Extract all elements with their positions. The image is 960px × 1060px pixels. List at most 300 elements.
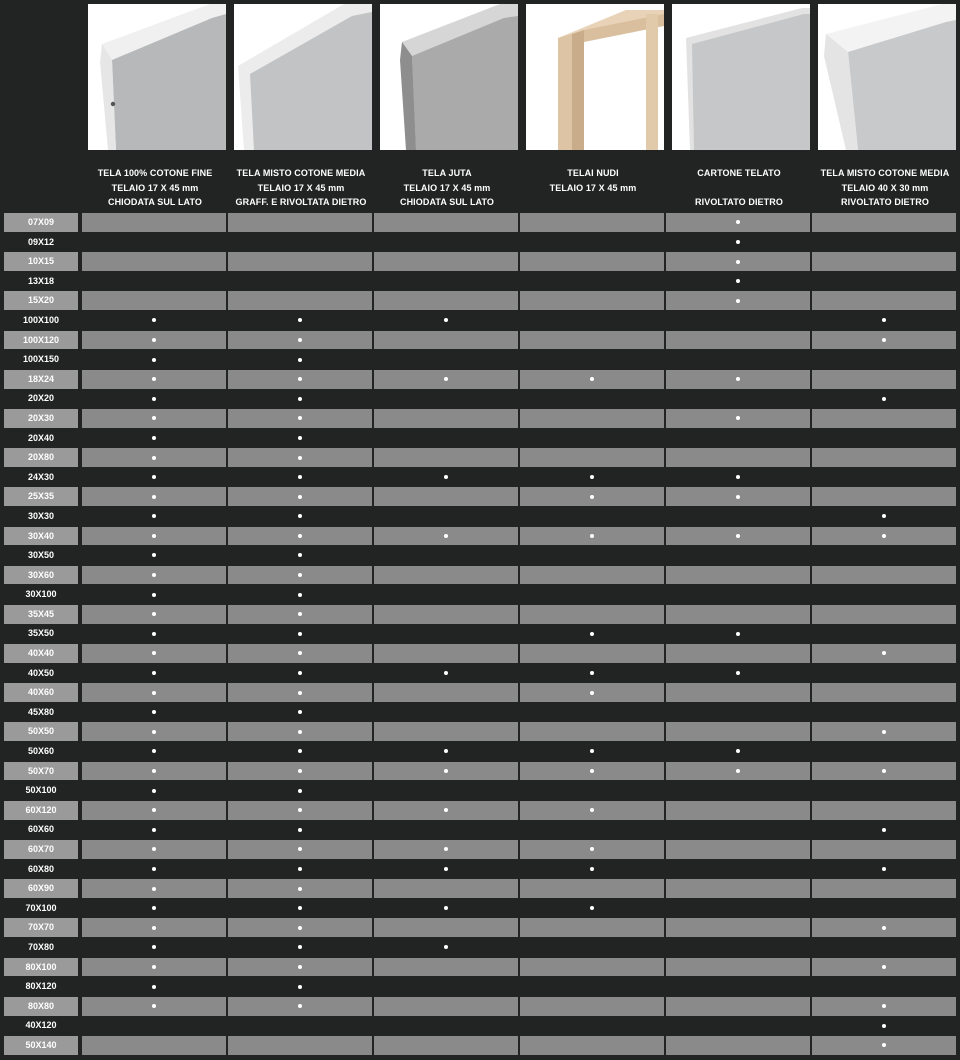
availability-cell [666, 879, 810, 898]
size-label: 13X18 [27, 275, 55, 286]
availability-cell [666, 585, 810, 604]
availability-cell [82, 350, 226, 369]
available-dot-icon [152, 671, 156, 675]
jute-canvas-corner-icon [380, 4, 518, 150]
available-dot-icon [444, 318, 448, 322]
availability-cell [82, 860, 226, 879]
availability-cell [812, 507, 956, 526]
available-dot-icon [882, 769, 886, 773]
availability-cell [82, 566, 226, 585]
availability-cell [666, 370, 810, 389]
availability-cell [374, 272, 518, 291]
available-dot-icon [298, 632, 302, 636]
availability-cell [228, 624, 372, 643]
size-label: 50X60 [27, 746, 55, 757]
column-heading-jute: TELA JUTA TELAIO 17 X 45 mm CHIODATA SUL LATO [399, 168, 495, 207]
availability-cell [228, 527, 372, 546]
available-dot-icon [152, 808, 156, 812]
available-dot-icon [590, 691, 594, 695]
availability-cell [666, 918, 810, 937]
white-canvas-corner-icon [88, 4, 226, 150]
available-dot-icon [590, 847, 594, 851]
table-row [0, 899, 960, 919]
availability-cell [374, 448, 518, 467]
size-label: 30X40 [4, 527, 78, 546]
availability-cell [374, 840, 518, 859]
availability-cell [666, 722, 810, 741]
availability-cell [374, 233, 518, 252]
availability-cell [812, 683, 956, 702]
available-dot-icon [152, 397, 156, 401]
availability-cell [666, 997, 810, 1016]
availability-cell [812, 938, 956, 957]
available-dot-icon [298, 456, 302, 460]
available-dot-icon [736, 279, 740, 283]
available-dot-icon [152, 534, 156, 538]
availability-cell [82, 1036, 226, 1055]
availability-cell [520, 566, 664, 585]
available-dot-icon [298, 808, 302, 812]
availability-cell [374, 762, 518, 781]
table-row [0, 448, 960, 468]
size-label: 30X30 [27, 510, 55, 521]
size-label: 10X15 [4, 252, 78, 271]
availability-cell [520, 958, 664, 977]
availability-cell [812, 1016, 956, 1035]
availability-cell [520, 291, 664, 310]
availability-cell [228, 1016, 372, 1035]
availability-cell [520, 1016, 664, 1035]
availability-cell [228, 331, 372, 350]
availability-cell [228, 233, 372, 252]
table-row [0, 487, 960, 507]
available-dot-icon [736, 260, 740, 264]
available-dot-icon [882, 318, 886, 322]
availability-cell [520, 840, 664, 859]
available-dot-icon [152, 416, 156, 420]
availability-cell [812, 1036, 956, 1055]
availability-cell [520, 331, 664, 350]
availability-cell [520, 468, 664, 487]
size-label: 09X12 [27, 236, 55, 247]
availability-cell [374, 918, 518, 937]
table-row [0, 546, 960, 566]
availability-cell [666, 644, 810, 663]
availability-cell [82, 840, 226, 859]
table-row [0, 781, 960, 801]
column-heading-fine-cotton: TELA 100% COTONE FINE TELAIO 17 X 45 mm CHIODATA SUL LATO [97, 168, 213, 207]
availability-cell [666, 781, 810, 800]
availability-cell [374, 664, 518, 683]
column-heading-deep-cotton-blend: TELA MISTO COTONE MEDIA TELAIO 40 X 30 mm RIVOLTATO DIETRO [820, 168, 950, 207]
available-dot-icon [590, 632, 594, 636]
available-dot-icon [882, 1004, 886, 1008]
availability-cell [812, 213, 956, 232]
availability-cell [520, 977, 664, 996]
availability-cell [374, 938, 518, 957]
size-label: 20X40 [27, 432, 55, 443]
table-row [0, 585, 960, 605]
availability-cell [666, 331, 810, 350]
availability-cell [520, 546, 664, 565]
size-label: 50X100 [25, 785, 57, 796]
availability-cell [82, 311, 226, 330]
availability-cell [374, 291, 518, 310]
availability-cell [374, 409, 518, 428]
available-dot-icon [298, 377, 302, 381]
size-label: 60X90 [4, 879, 78, 898]
availability-cell [228, 683, 372, 702]
availability-cell [520, 742, 664, 761]
availability-cell [812, 977, 956, 996]
availability-cell [82, 899, 226, 918]
available-dot-icon [152, 867, 156, 871]
availability-cell [228, 566, 372, 585]
available-dot-icon [298, 651, 302, 655]
availability-cell [228, 350, 372, 369]
size-label: 60X70 [4, 840, 78, 859]
table-row [0, 1036, 960, 1056]
availability-cell [374, 389, 518, 408]
available-dot-icon [298, 730, 302, 734]
availability-cell [82, 370, 226, 389]
available-dot-icon [736, 220, 740, 224]
available-dot-icon [444, 769, 448, 773]
availability-cell [812, 468, 956, 487]
table-header [0, 0, 960, 212]
availability-cell [82, 585, 226, 604]
availability-cell [374, 644, 518, 663]
availability-cell [374, 997, 518, 1016]
availability-cell [82, 958, 226, 977]
availability-cell [520, 781, 664, 800]
available-dot-icon [152, 926, 156, 930]
availability-cell [666, 272, 810, 291]
availability-cell [666, 448, 810, 467]
availability-cell [666, 664, 810, 683]
available-dot-icon [736, 495, 740, 499]
available-dot-icon [298, 495, 302, 499]
availability-cell [520, 311, 664, 330]
size-label: 50X70 [4, 762, 78, 781]
available-dot-icon [152, 514, 156, 518]
available-dot-icon [590, 867, 594, 871]
availability-cell [812, 585, 956, 604]
size-label: 60X60 [27, 824, 55, 835]
available-dot-icon [590, 749, 594, 753]
availability-cell [82, 507, 226, 526]
availability-cell [520, 585, 664, 604]
availability-cell [374, 585, 518, 604]
size-label: 40X120 [25, 1020, 57, 1031]
availability-cell [812, 429, 956, 448]
availability-cell [520, 762, 664, 781]
availability-cell [812, 997, 956, 1016]
availability-cell [520, 683, 664, 702]
availability-cell [812, 801, 956, 820]
availability-cell [374, 507, 518, 526]
availability-cell [520, 350, 664, 369]
available-dot-icon [590, 769, 594, 773]
size-label: 80X100 [4, 958, 78, 977]
available-dot-icon [152, 553, 156, 557]
size-label: 70X70 [4, 918, 78, 937]
canvas-board-corner-icon [672, 4, 810, 150]
size-label: 60X120 [4, 801, 78, 820]
available-dot-icon [152, 965, 156, 969]
available-dot-icon [152, 887, 156, 891]
table-row [0, 644, 960, 664]
available-dot-icon [152, 730, 156, 734]
available-dot-icon [736, 240, 740, 244]
availability-cell [228, 938, 372, 957]
availability-cell [82, 546, 226, 565]
available-dot-icon [152, 593, 156, 597]
availability-cell [374, 1036, 518, 1055]
availability-cell [82, 820, 226, 839]
availability-cell [812, 644, 956, 663]
available-dot-icon [298, 358, 302, 362]
availability-cell [666, 527, 810, 546]
table-row [0, 860, 960, 880]
availability-cell [520, 213, 664, 232]
availability-cell [812, 527, 956, 546]
size-label: 100X150 [22, 354, 60, 365]
size-label: 80X120 [25, 981, 57, 992]
availability-cell [82, 389, 226, 408]
availability-cell [228, 448, 372, 467]
available-dot-icon [298, 847, 302, 851]
availability-cell [228, 958, 372, 977]
availability-cell [228, 879, 372, 898]
availability-cell [666, 507, 810, 526]
available-dot-icon [298, 612, 302, 616]
availability-cell [374, 958, 518, 977]
availability-cell [374, 468, 518, 487]
availability-cell [374, 801, 518, 820]
column-heading-canvas-board: CARTONE TELATO RIVOLTATO DIETRO [695, 168, 783, 207]
availability-cell [228, 860, 372, 879]
availability-cell [666, 566, 810, 585]
availability-cell [520, 409, 664, 428]
available-dot-icon [298, 691, 302, 695]
availability-cell [666, 233, 810, 252]
availability-cell [666, 624, 810, 643]
availability-cell [82, 703, 226, 722]
available-dot-icon [152, 1004, 156, 1008]
availability-cell [374, 546, 518, 565]
available-dot-icon [882, 1043, 886, 1047]
column-heading-cotton-blend: TELA MISTO COTONE MEDIA TELAIO 17 X 45 mm GRAFF. E RIVOLTATA DIETRO [235, 168, 367, 207]
available-dot-icon [152, 632, 156, 636]
available-dot-icon [444, 808, 448, 812]
size-label: 30X100 [25, 589, 57, 600]
available-dot-icon [298, 945, 302, 949]
availability-cell [82, 683, 226, 702]
available-dot-icon [298, 553, 302, 557]
availability-cell [228, 213, 372, 232]
availability-cell [228, 977, 372, 996]
size-label: 50X140 [4, 1036, 78, 1055]
available-dot-icon [152, 612, 156, 616]
available-dot-icon [736, 769, 740, 773]
available-dot-icon [882, 651, 886, 655]
availability-cell [228, 468, 372, 487]
availability-cell [520, 879, 664, 898]
table-row [0, 291, 960, 311]
available-dot-icon [736, 534, 740, 538]
availability-cell [374, 879, 518, 898]
size-label: 30X60 [4, 566, 78, 585]
table-row [0, 683, 960, 703]
table-row [0, 272, 960, 292]
available-dot-icon [882, 534, 886, 538]
size-label: 70X80 [27, 941, 55, 952]
availability-cell [812, 742, 956, 761]
available-dot-icon [444, 534, 448, 538]
available-dot-icon [736, 671, 740, 675]
availability-cell [812, 918, 956, 937]
size-label: 100X100 [22, 314, 60, 325]
table-row [0, 566, 960, 586]
available-dot-icon [298, 475, 302, 479]
size-label: 18X24 [4, 370, 78, 389]
availability-cell [520, 899, 664, 918]
available-dot-icon [590, 808, 594, 812]
availability-cell [82, 487, 226, 506]
availability-cell [228, 820, 372, 839]
table-row [0, 370, 960, 390]
availability-cell [666, 311, 810, 330]
available-dot-icon [298, 769, 302, 773]
available-dot-icon [298, 749, 302, 753]
available-dot-icon [736, 632, 740, 636]
availability-cell [374, 311, 518, 330]
table-row [0, 742, 960, 762]
available-dot-icon [882, 730, 886, 734]
available-dot-icon [298, 318, 302, 322]
available-dot-icon [152, 691, 156, 695]
availability-cell [666, 958, 810, 977]
availability-cell [666, 252, 810, 271]
available-dot-icon [298, 534, 302, 538]
table-row [0, 213, 960, 233]
table-row [0, 468, 960, 488]
availability-cell [520, 918, 664, 937]
availability-cell [228, 840, 372, 859]
availability-cell [812, 311, 956, 330]
availability-cell [374, 683, 518, 702]
available-dot-icon [298, 887, 302, 891]
availability-cell [520, 938, 664, 957]
availability-cell [82, 429, 226, 448]
available-dot-icon [152, 358, 156, 362]
available-dot-icon [152, 789, 156, 793]
availability-cell [228, 644, 372, 663]
table-row [0, 389, 960, 409]
availability-cell [812, 624, 956, 643]
available-dot-icon [736, 475, 740, 479]
availability-cell [228, 899, 372, 918]
availability-cell [520, 644, 664, 663]
available-dot-icon [298, 828, 302, 832]
available-dot-icon [152, 318, 156, 322]
available-dot-icon [152, 769, 156, 773]
available-dot-icon [444, 377, 448, 381]
availability-cell [228, 801, 372, 820]
availability-cell [666, 605, 810, 624]
availability-cell [374, 722, 518, 741]
availability-cell [374, 899, 518, 918]
grey-canvas-corner-icon [234, 4, 372, 150]
availability-cell [82, 722, 226, 741]
available-dot-icon [152, 749, 156, 753]
availability-cell [812, 664, 956, 683]
available-dot-icon [298, 985, 302, 989]
availability-cell [666, 840, 810, 859]
table-row [0, 918, 960, 938]
availability-cell [82, 997, 226, 1016]
availability-cell [812, 879, 956, 898]
availability-cell [228, 781, 372, 800]
table-row [0, 977, 960, 997]
available-dot-icon [590, 671, 594, 675]
availability-cell [812, 233, 956, 252]
availability-cell [82, 527, 226, 546]
deep-canvas-corner-icon [818, 4, 956, 150]
available-dot-icon [444, 847, 448, 851]
availability-cell [82, 272, 226, 291]
availability-cell [374, 527, 518, 546]
available-dot-icon [736, 377, 740, 381]
availability-cell [82, 468, 226, 487]
availability-cell [666, 820, 810, 839]
availability-cell [228, 997, 372, 1016]
table-row [0, 820, 960, 840]
table-row [0, 605, 960, 625]
availability-cell [228, 370, 372, 389]
available-dot-icon [298, 789, 302, 793]
availability-cell [812, 291, 956, 310]
availability-cell [812, 487, 956, 506]
available-dot-icon [444, 906, 448, 910]
size-label: 35X50 [27, 628, 55, 639]
availability-cell [520, 605, 664, 624]
availability-cell [520, 487, 664, 506]
availability-cell [82, 291, 226, 310]
available-dot-icon [298, 965, 302, 969]
available-dot-icon [152, 495, 156, 499]
availability-cell [228, 703, 372, 722]
availability-cell [82, 624, 226, 643]
available-dot-icon [882, 514, 886, 518]
availability-cell [374, 860, 518, 879]
size-label: 40X50 [27, 667, 55, 678]
column-heading-bare-frames: TELAI NUDI TELAIO 17 X 45 mm [549, 168, 637, 193]
availability-cell [812, 272, 956, 291]
availability-cell [82, 1016, 226, 1035]
availability-cell [520, 703, 664, 722]
size-label: 40X60 [4, 683, 78, 702]
size-label: 70X100 [25, 902, 57, 913]
availability-cell [812, 546, 956, 565]
availability-cell [520, 527, 664, 546]
available-dot-icon [152, 651, 156, 655]
availability-cell [520, 429, 664, 448]
availability-cell [666, 762, 810, 781]
availability-cell [812, 566, 956, 585]
availability-cell [228, 389, 372, 408]
